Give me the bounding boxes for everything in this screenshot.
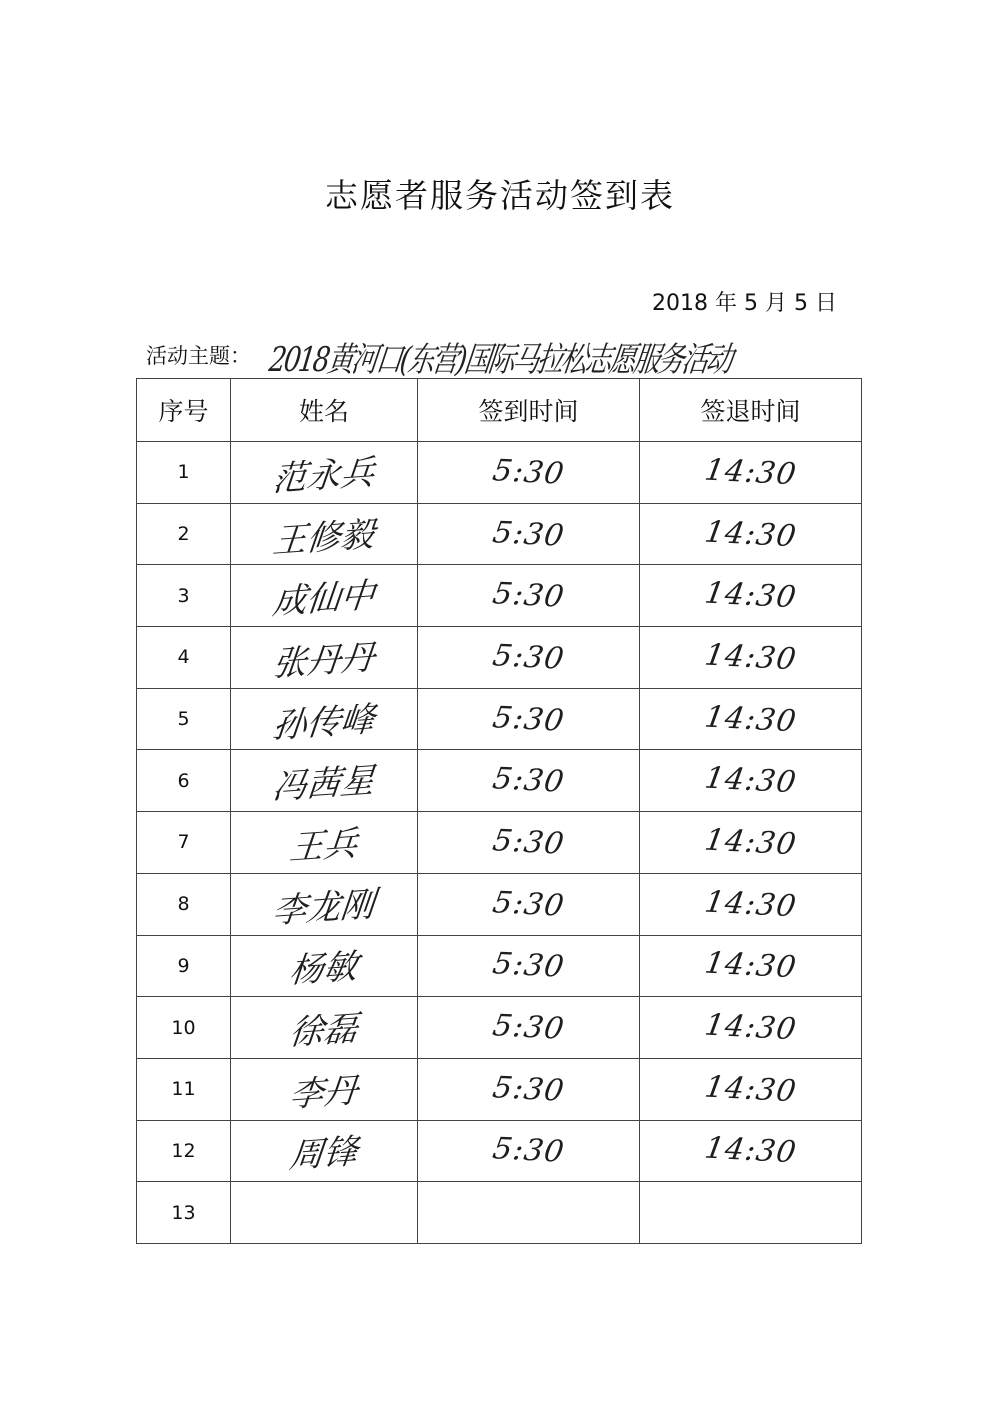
row-seq: 10 [137,997,231,1059]
row-signature-name: 杨敏 [287,946,360,992]
row-sign-in-time-cell [418,1058,640,1120]
row-signature-name-cell [231,997,418,1059]
row-sign-out-time: 14:30 [702,1007,799,1048]
form-date: 2018 年 5 月 5 日 [652,291,837,316]
row-sign-in-time: 5:30 [490,946,567,986]
row-sign-in-time-cell [418,1120,640,1182]
row-sign-in-time-cell [418,442,640,504]
row-sign-in-time: 5:30 [490,699,567,739]
row-seq: 7 [137,812,231,874]
table-row [137,688,862,750]
table-row [137,1120,862,1182]
row-seq: 1 [137,442,231,504]
row-sign-in-time-cell [418,935,640,997]
row-sign-out-time: 14:30 [702,946,799,986]
row-signature-name: 李丹 [287,1070,360,1116]
table-row [137,442,862,504]
row-sign-in-time-cell [418,873,640,935]
row-sign-in-time: 5:30 [490,638,567,677]
row-signature-name-cell [231,812,418,874]
sign-in-table [136,378,862,1244]
table-row [137,1182,862,1244]
row-sign-in-time: 5:30 [490,576,567,615]
row-sign-in-time: 5:30 [490,514,567,554]
row-signature-name: 冯茜星 [270,760,377,809]
row-sign-out-time: 14:30 [702,1131,799,1171]
row-signature-name: 王修毅 [270,513,377,562]
row-sign-out-time: 14:30 [702,1069,799,1109]
row-seq: 12 [137,1120,231,1182]
row-sign-in-time: 5:30 [490,761,567,801]
row-sign-in-time: 5:30 [490,453,567,492]
table-row [137,503,862,565]
row-sign-out-time-cell [640,442,862,504]
activity-theme-handwritten: 2018黄河口(东营)国际马拉松志愿服务活动 [266,340,734,380]
row-seq: 3 [137,565,231,627]
row-sign-in-time-cell [418,688,640,750]
row-sign-out-time-cell [640,565,862,627]
row-sign-out-time-cell [640,688,862,750]
row-sign-out-time-cell [640,627,862,689]
row-sign-out-time-cell [640,750,862,812]
row-signature-name-cell [231,873,418,935]
page-title: 志愿者服务活动签到表 [325,176,675,215]
row-seq: 11 [137,1058,231,1120]
row-sign-in-time: 5:30 [490,1008,567,1047]
row-sign-out-time-cell [640,997,862,1059]
row-sign-out-time-cell [640,1182,862,1244]
row-sign-out-time: 14:30 [702,637,799,678]
row-signature-name-cell [231,1058,418,1120]
row-signature-name: 孙传峰 [270,698,377,747]
header-name: 姓名 [231,379,418,442]
row-signature-name-cell [231,565,418,627]
row-signature-name-cell [231,1120,418,1182]
row-sign-in-time-cell [418,1182,640,1244]
table-row [137,627,862,689]
activity-theme-label: 活动主题： [146,344,251,368]
row-signature-name: 王兵 [287,823,360,869]
row-seq: 9 [137,935,231,997]
row-signature-name-cell [231,688,418,750]
table-row [137,750,862,812]
row-seq: 8 [137,873,231,935]
table-body [137,442,862,1244]
row-seq: 4 [137,627,231,689]
row-signature-name-cell [231,750,418,812]
row-sign-out-time: 14:30 [702,514,799,554]
row-sign-in-time: 5:30 [490,884,567,924]
row-signature-name-cell [231,627,418,689]
table-row [137,1058,862,1120]
row-sign-out-time: 14:30 [702,452,799,493]
row-seq: 2 [137,503,231,565]
row-signature-name-cell [231,503,418,565]
row-signature-name: 李龙刚 [270,883,377,932]
row-seq: 5 [137,688,231,750]
table-header-row [137,379,862,442]
header-sign-out-time: 签退时间 [640,379,862,442]
row-sign-out-time-cell [640,873,862,935]
table-row [137,935,862,997]
header-sign-in-time: 签到时间 [418,379,640,442]
row-sign-out-time: 14:30 [702,884,799,924]
row-signature-name: 周锋 [287,1131,360,1178]
table-row [137,997,862,1059]
row-signature-name: 张丹丹 [270,637,377,685]
row-sign-in-time-cell [418,627,640,689]
row-signature-name: 徐磊 [287,1008,360,1054]
header-seq: 序号 [137,379,231,442]
row-sign-out-time-cell [640,1058,862,1120]
row-sign-out-time-cell [640,1120,862,1182]
row-sign-out-time-cell [640,935,862,997]
row-sign-out-time: 14:30 [702,822,799,863]
row-signature-name: 范永兵 [270,452,377,500]
row-sign-out-time-cell [640,812,862,874]
row-sign-out-time-cell [640,503,862,565]
row-sign-in-time-cell [418,750,640,812]
row-sign-in-time: 5:30 [490,1131,567,1171]
row-sign-in-time: 5:30 [490,1069,567,1109]
row-sign-in-time-cell [418,503,640,565]
row-sign-in-time: 5:30 [490,823,567,862]
row-signature-name: 成仙中 [270,575,377,624]
row-sign-in-time-cell [418,812,640,874]
row-sign-in-time-cell [418,997,640,1059]
row-seq: 6 [137,750,231,812]
row-signature-name-cell [231,935,418,997]
table-row [137,873,862,935]
row-sign-out-time: 14:30 [702,761,799,801]
table-row [137,812,862,874]
row-sign-in-time-cell [418,565,640,627]
table-row [137,565,862,627]
row-seq: 13 [137,1182,231,1244]
row-signature-name-cell [231,1182,418,1244]
row-signature-name-cell [231,442,418,504]
row-sign-out-time: 14:30 [702,699,799,739]
row-sign-out-time: 14:30 [702,575,799,616]
